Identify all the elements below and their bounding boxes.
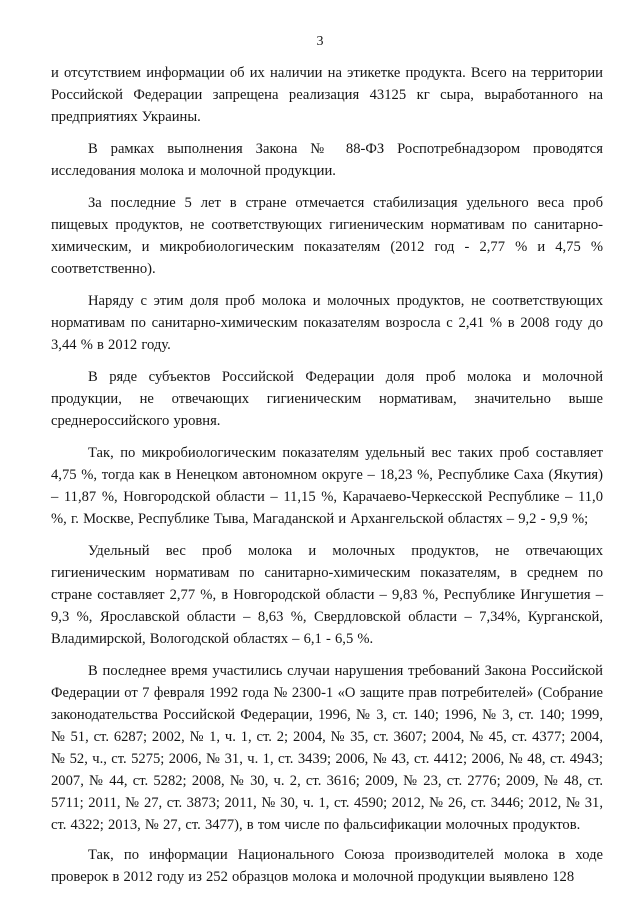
paragraph-continuation: и отсутствием информации об их наличии на этикетке продукта. Всего на территории Российской Федерации запрещена реализация 43125 кг сыра, выработанного на предприятиях Украины. [51,65,603,125]
paragraph-law-88fz-research: В рамках выполнения Закона № 88-ФЗ Роспотребнадзором проводятся исследования молока и молочной продукции. [51,141,603,179]
document-body [51,62,603,898]
paragraph-national-union-inspections: Так, по информации Национального Союза производителей молока в ходе проверок в 2012 году из 252 образцов молока и молочной продукции выявлено 128 [51,847,603,885]
paragraph-consumer-rights-violations: В последнее время участились случаи нарушения требований Закона Российской Федерации от 7 февраля 1992 года № 2300-1 «О защите прав потребителей» (Собрание законодательства Российской Федерации, 1996, № 3, ст. 140; 1996, № 3, ст. 140; 1999, № 51, ст. 6287; 2002, № 1, ч. 1, ст. 2; 2004, № 35, ст. 3607; 2004, № 45, ст. 4377; 2004, № 52, ч., ст. 5275; 2006, № 31, ч. 1, ст. 3439; 2006, № 43, ст. 4412; 2006, № 48, ст. 4943; 2007, № 44, ст. 5282; 2008, № 30, ч. 2, ст. 3616; 2009, № 23, ст. 2776; 2009, № 48, ст. 5711; 2011, № 27, ст. 3873; 2011, № 30, ч. 1, ст. 4590; 2012, № 26, ст. 3446; 2012, № 31, ст. 4322; 2013, № 27, ст. 3477), в том числе по фальсификации молочных продуктов. [51,663,603,833]
paragraph-stabilization: За последние 5 лет в стране отмечается стабилизация удельного веса проб пищевых продуктов, не соответствующих гигиеническим нормативам по санитарно-химическим, и микробиологическим показателям (2012 год - 2,77 % и 4,75 % соответственно). [51,195,603,277]
paragraph-sanitary-chemical: Удельный вес проб молока и молочных продуктов, не отвечающих гигиеническим нормативам по санитарно-химическим показателям, в среднем по стране составляет 2,77 %, в Новгородской области – 9,83 %, Республике Ингушетия – 9,3 %, Ярославской области – 8,63 %, Свердловской области – 7,34%, Курганской, Владимирской, Вологодской областях – 6,1 - 6,5 %. [51,543,603,647]
paragraph-microbiological: Так, по микробиологическим показателям удельный вес таких проб составляет 4,75 %, тогда как в Ненецком автономном округе – 18,23 %, Республике Саха (Якутия) – 11,87 %, Новгородской области – 11,15 %, Карачаево-Черкесской Республике – 11,0 %, г. Москве, Республике Тыва, Магаданской и Архангельской областях – 9,2 - 9,9 %; [51,445,603,527]
page-number: 3 [316,34,324,49]
paragraph-regions-above-average: В ряде субъектов Российской Федерации доля проб молока и молочной продукции, не отвечающих гигиеническим нормативам, значительно выше среднероссийского уровня. [51,369,603,429]
paragraph-milk-share-growth: Наряду с этим доля проб молока и молочных продуктов, не соответствующих нормативам по санитарно-химическим показателям возросла с 2,41 % в 2008 году до 3,44 % в 2012 году. [51,293,603,353]
